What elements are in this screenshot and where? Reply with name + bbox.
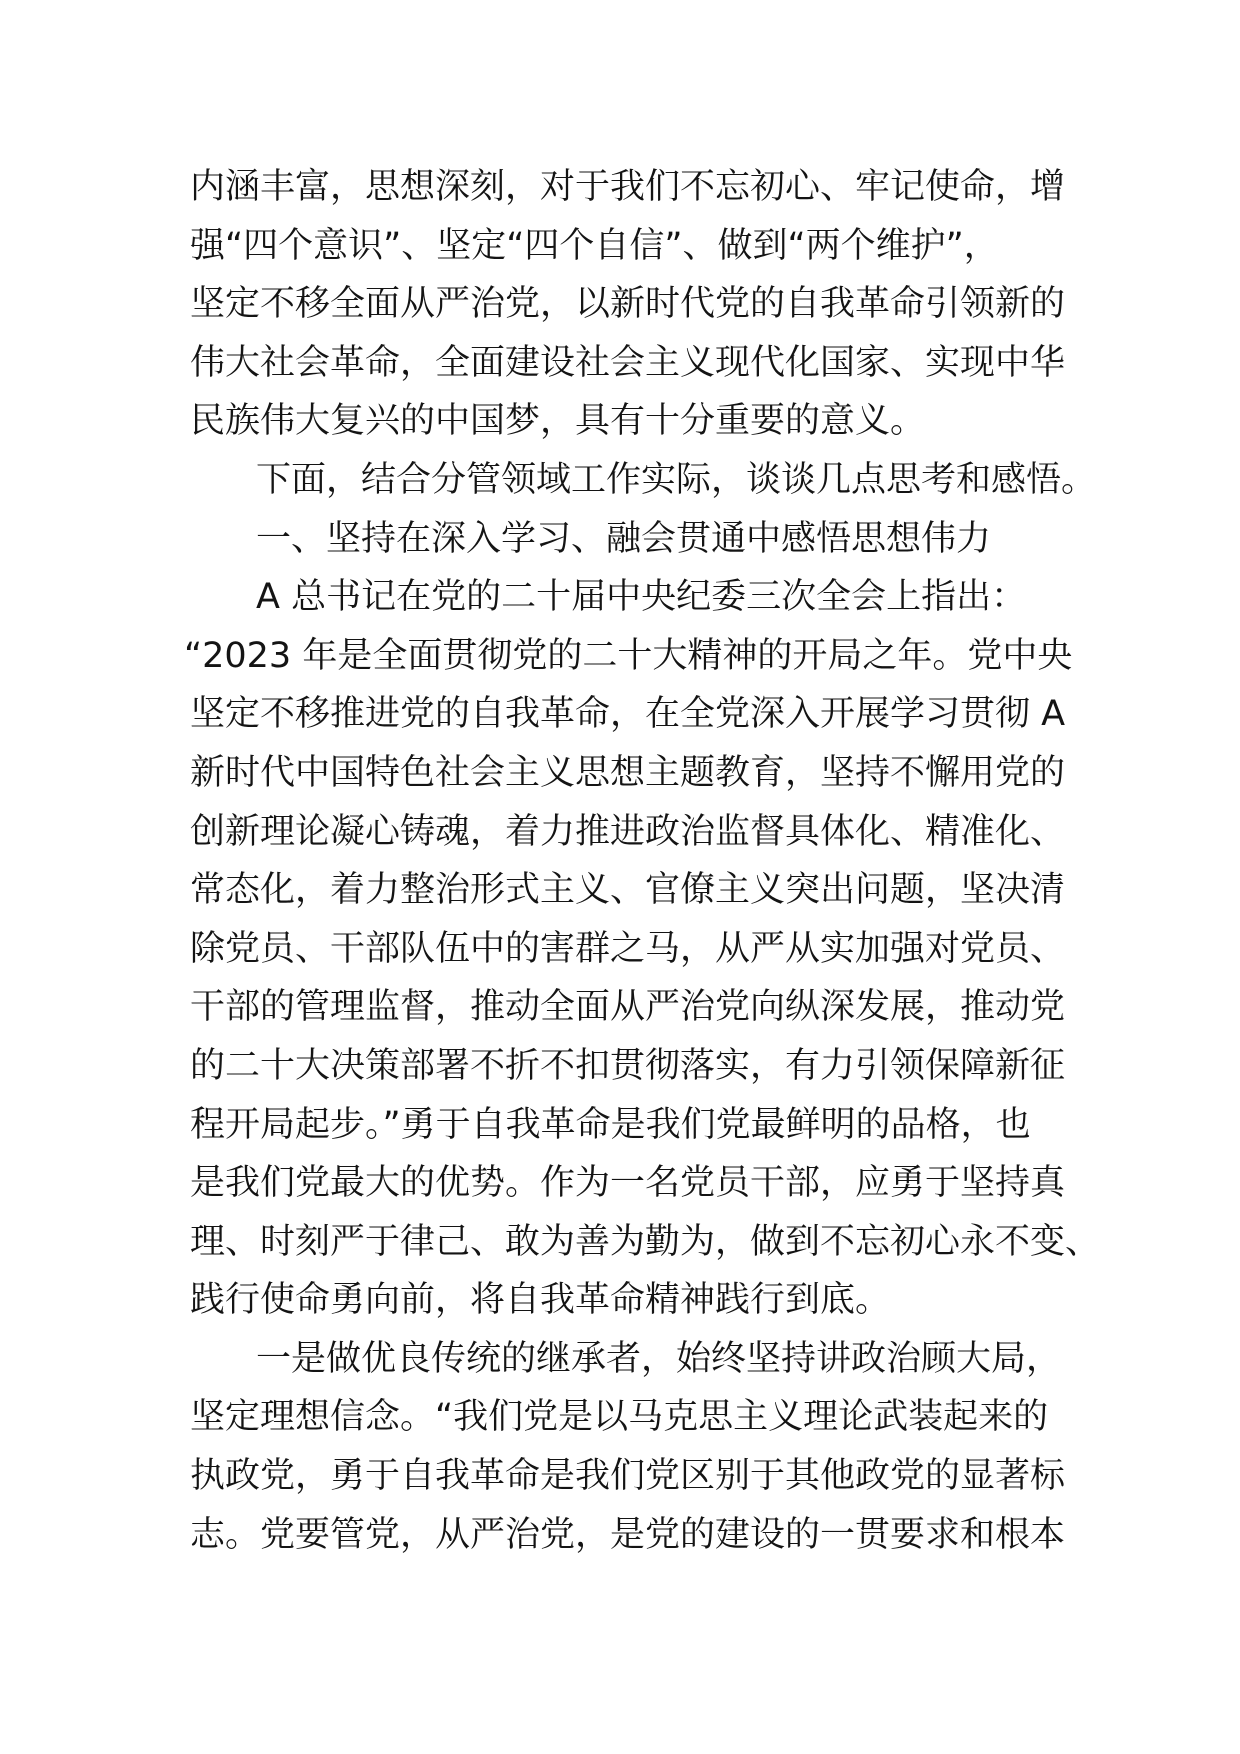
text-line: 理、时刻严于律己、敢为善为勤为，做到不忘初心永不变、 bbox=[190, 1221, 1101, 1262]
paragraph-first-line: 一是做优良传统的继承者，始终坚持讲政治顾大局， bbox=[256, 1338, 1062, 1379]
text-line: 除党员、干部队伍中的害群之马，从严从实加强对党员、 bbox=[190, 928, 1066, 969]
text-line: 常态化，着力整治形式主义、官僚主义突出问题，坚决清 bbox=[190, 870, 1066, 911]
text-line: 的二十大决策部署不折不扣贯彻落实，有力引领保障新征 bbox=[190, 1045, 1066, 1086]
paragraph-first-line: 下面，结合分管领域工作实际，谈谈几点思考和感悟。 bbox=[256, 459, 1097, 500]
text-line: 伟大社会革命，全面建设社会主义现代化国家、实现中华 bbox=[190, 342, 1066, 383]
text-line: 是我们党最大的优势。作为一名党员干部，应勇于坚持真 bbox=[190, 1163, 1066, 1204]
text-line: 志。党要管党，从严治党，是党的建设的一贯要求和根本 bbox=[190, 1514, 1066, 1555]
text-line: 创新理论凝心铸魂，着力推进政治监督具体化、精准化、 bbox=[190, 811, 1066, 852]
text-line: 干部的管理监督，推动全面从严治党向纵深发展，推动党 bbox=[190, 987, 1066, 1028]
text-line: 坚定理想信念。“我们党是以马克思主义理论武装起来的 bbox=[190, 1397, 1049, 1438]
text-line: “2023 年是全面贯彻党的二十大精神的开局之年。党中央 bbox=[184, 635, 1073, 676]
text-line: 执政党，勇于自我革命是我们党区别于其他政党的显著标 bbox=[190, 1456, 1066, 1497]
text-line: 民族伟大复兴的中国梦，具有十分重要的意义。 bbox=[190, 401, 926, 442]
text-line: 程开局起步。”勇于自我革命是我们党最鲜明的品格，也 bbox=[190, 1104, 1031, 1145]
section-heading: 一、坚持在深入学习、融会贯通中感悟思想伟力 bbox=[256, 518, 992, 559]
text-line: 内涵丰富，思想深刻，对于我们不忘初心、牢记使命，增 bbox=[190, 167, 1066, 207]
document-body bbox=[184, 158, 1101, 1564]
text-line: 强“四个意识”、坚定“四个自信”、做到“两个维护”， bbox=[190, 225, 999, 266]
text-line: 坚定不移全面从严治党，以新时代党的自我革命引领新的 bbox=[190, 284, 1066, 325]
text-line: 坚定不移推进党的自我革命，在全党深入开展学习贯彻 A bbox=[190, 694, 1066, 735]
paragraph-first-line: A 总书记在党的二十届中央纪委三次全会上指出： bbox=[256, 577, 1027, 618]
text-line: 践行使命勇向前，将自我革命精神践行到底。 bbox=[190, 1280, 891, 1321]
text-line: 新时代中国特色社会主义思想主题教育，坚持不懈用党的 bbox=[190, 752, 1066, 793]
